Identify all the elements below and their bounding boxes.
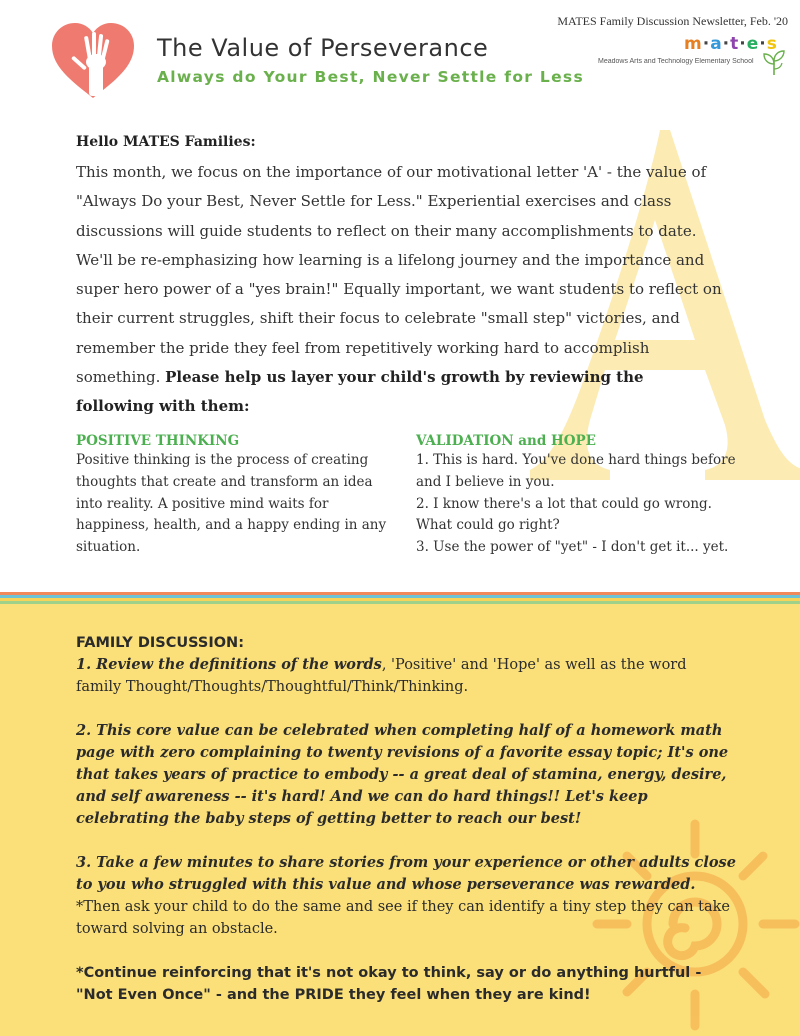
greeting: Hello MATES Families: — [76, 134, 256, 150]
intro-body-bold: Please help us layer your child's growth by reviewing the following with them: — [76, 368, 644, 416]
mates-logo — [598, 32, 790, 76]
family-discussion-content — [76, 632, 736, 1028]
discussion-item-3: 3. Take a few minutes to share stories from your experience or other adults close to you who struggled with this value and whose perseverance was rewarded. *Then ask your child to do the same and see if they can identify a tiny step they can take toward solving an obstacle. — [76, 854, 736, 937]
sprout-icon — [760, 48, 788, 76]
discussion-item-1: 1. Review the definitions of the words, 'Positive' and 'Hope' as well as the word family Thought/Thoughts/Thoughtful/Think/Thinking. — [76, 656, 687, 695]
validation-hope-heading: VALIDATION and HOPE — [416, 433, 596, 449]
intro-body: This month, we focus on the importance of our motivational letter 'A' - the value of "Always Do your Best, Never Settle for Less." Experiential exercises and class discussions will guide students to reflect on their many accomplishments to date. We'll be re-emphasizing how learning is a lifelong journey and the importance and super hero power of a "yes brain!" Equally important, we want students to reflect on their current struggles, shift their focus to celebrate "small step" victories, and remember the pride they feel from repetitively working hard to accomplish something. — [76, 163, 722, 387]
page-subtitle: Always do Your Best, Never Settle for Less — [157, 68, 584, 86]
discussion-item-2: 2. This core value can be celebrated when completing half of a homework math page with zero complaining to twenty revisions of a favorite essay topic; It's one that takes years of practice to embody -- a great deal of stamina, energy, desire, and self awareness -- it's hard! And we can do hard things!! Let's keep celebrating the baby steps of getting better to reach our best! — [76, 722, 729, 827]
mates-school-name: Meadows Arts and Technology Elementary School — [598, 58, 754, 65]
color-stripe-divider — [0, 592, 800, 604]
validation-hope-section — [416, 432, 746, 559]
closing-reminder: *Continue reinforcing that it's not okay to think, say or do anything hurtful - "Not Even Once" - and the PRIDE they feel when they are kind! — [76, 965, 702, 1003]
heart-hand-logo-icon — [50, 22, 136, 100]
family-discussion-heading: FAMILY DISCUSSION: — [76, 635, 244, 651]
family-discussion-panel — [0, 604, 800, 1036]
validation-item: 3. Use the power of "yet" - I don't get it... yet. — [416, 539, 729, 556]
validation-item: 2. I know there's a lot that could go wrong. What could go right? — [416, 495, 712, 534]
positive-thinking-heading: POSITIVE THINKING — [76, 433, 240, 449]
mates-wordmark: m·a·t·e·s — [684, 34, 778, 54]
intro-paragraph — [76, 158, 726, 422]
page-title: The Value of Perseverance — [157, 34, 489, 62]
positive-thinking-text: Positive thinking is the process of creating thoughts that create and transform an idea into reality. A positive mind waits for happiness, health, and a happy ending in any situation. — [76, 452, 387, 556]
newsletter-label: MATES Family Discussion Newsletter, Feb. '20 — [557, 14, 788, 28]
positive-thinking-section — [76, 432, 394, 559]
validation-item: 1. This is hard. You've done hard things before and I believe in you. — [416, 452, 736, 490]
